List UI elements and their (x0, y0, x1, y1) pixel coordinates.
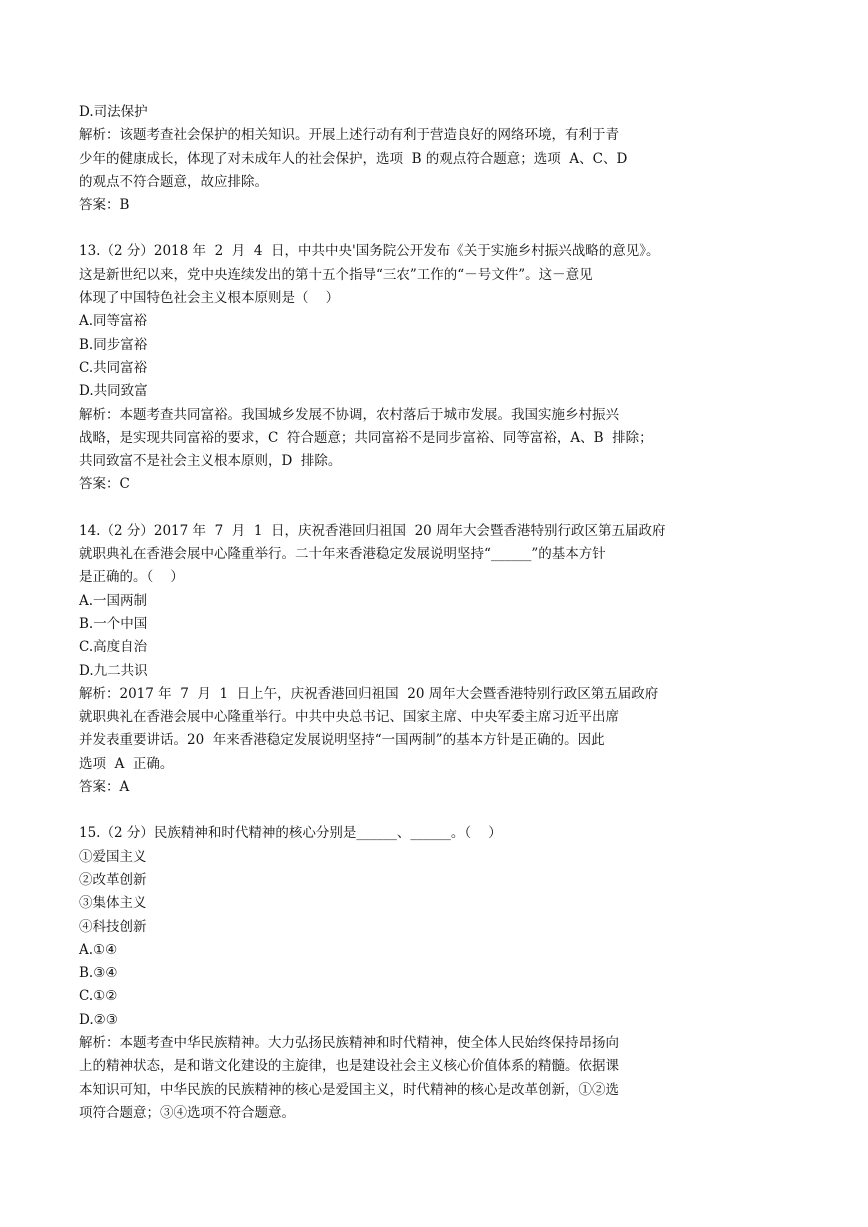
question-14 (79, 520, 799, 800)
analysis-line: 就职典礼在香港会展中心隆重举行。中共中央总书记、国家主席、中央军委主席习近平出席 (79, 709, 619, 726)
option-a: A.①④ (79, 941, 118, 958)
item-1: ①爱国主义 (79, 848, 147, 865)
analysis-line: 解析：本题考查中华民族精神。大力弘扬民族精神和时代精神，使全体人民始终保持昂扬向 (79, 1034, 619, 1051)
stem-line: 这是新世纪以来，党中央连续发出的第十五个指导“三农”工作的“－号文件”。这－意见 (79, 266, 593, 283)
stem-line: 15.（2 分）民族精神和时代精神的核心分别是______、______。（ ） (79, 825, 502, 842)
analysis-line: 本知识可知，中华民族的民族精神的核心是爱国主义，时代精神的核心是改革创新，①②选 (79, 1081, 619, 1098)
option-c: C.①② (79, 988, 118, 1005)
analysis-line: 共同致富不是社会主义根本原则，D 排除。 (79, 453, 342, 470)
stem-line: 13.（2 分）2018 年 2 月 4 日，中共中央'国务院公开发布《关于实施乡村振兴战略的意见》。 (79, 243, 660, 260)
answer-line: 答案：C (79, 476, 130, 493)
option-d: D.共同致富 (79, 383, 148, 400)
option-d: D.九二共识 (79, 662, 148, 679)
analysis-block (79, 404, 799, 474)
analysis-block (79, 124, 799, 194)
analysis-line: 战略，是实现共同富裕的要求，C 符合题意；共同富裕不是同步富裕、同等富裕，A、B 排除； (79, 429, 653, 446)
item-2: ②改革创新 (79, 871, 147, 888)
option-a: A.同等富裕 (79, 313, 148, 330)
item-4: ④科技创新 (79, 918, 147, 935)
analysis-line: 项符合题意；③④选项不符合题意。 (79, 1104, 295, 1121)
question-15 (79, 822, 799, 1125)
question-12-tail (79, 101, 799, 217)
item-3: ③集体主义 (79, 895, 147, 912)
option-a: A.一国两制 (79, 592, 148, 609)
option-b: B.同步富裕 (79, 336, 148, 353)
analysis-line: 上的精神状态，是和谐文化建设的主旋律，也是建设社会主义核心价值体系的精髓。依据课 (79, 1058, 619, 1075)
option-d: D.②③ (79, 1011, 118, 1028)
analysis-line: 少年的健康成长，体现了对未成年人的社会保护，选项 B 的观点符合题意；选项 A、C、D (79, 150, 628, 167)
option-d: D.司法保护 (79, 104, 148, 120)
stem-line: 体现了中国特色社会主义根本原则是（ ） (79, 290, 340, 307)
stem-line: 是正确的。（ ） (79, 569, 184, 586)
analysis-block (79, 683, 799, 776)
answer-line: 答案：B (79, 197, 130, 214)
option-b: B.一个中国 (79, 615, 148, 632)
option-c: C.共同富裕 (79, 359, 148, 376)
question-stem (79, 520, 799, 590)
analysis-block (79, 1032, 799, 1125)
analysis-line: 选项 A 正确。 (79, 755, 174, 772)
option-c: C.高度自治 (79, 639, 148, 656)
question-stem (79, 822, 799, 845)
option-list (79, 590, 799, 683)
item-list (79, 846, 799, 939)
document-page (79, 101, 799, 1125)
stem-line: 就职典礼在香港会展中心隆重举行。二十年来香港稳定发展说明坚持“______”的基本方针 (79, 546, 606, 563)
option-list (79, 939, 799, 1032)
answer-line: 答案：A (79, 779, 130, 796)
analysis-line: 解析：2017 年 7 月 1 日上午，庆祝香港回归祖国 20 周年大会暨香港特别行政区第五届政府 (79, 685, 659, 702)
analysis-line: 的观点不符合题意，故应排除。 (79, 173, 268, 190)
analysis-line: 解析：该题考查社会保护的相关知识。开展上述行动有利于营造良好的网络环境，有利于青 (79, 127, 619, 144)
option-b: B.③④ (79, 965, 118, 982)
option-list (79, 310, 799, 403)
analysis-line: 解析：本题考查共同富裕。我国城乡发展不协调，农村落后于城市发展。我国实施乡村振兴 (79, 406, 619, 423)
question-13 (79, 240, 799, 496)
stem-line: 14.（2 分）2017 年 7 月 1 日，庆祝香港回归祖国 20 周年大会暨香港特别行政区第五届政府 (79, 522, 666, 539)
analysis-line: 并发表重要讲话。20 年来香港稳定发展说明坚持“一国两制”的基本方针是正确的。因此 (79, 732, 605, 749)
question-stem (79, 240, 799, 310)
